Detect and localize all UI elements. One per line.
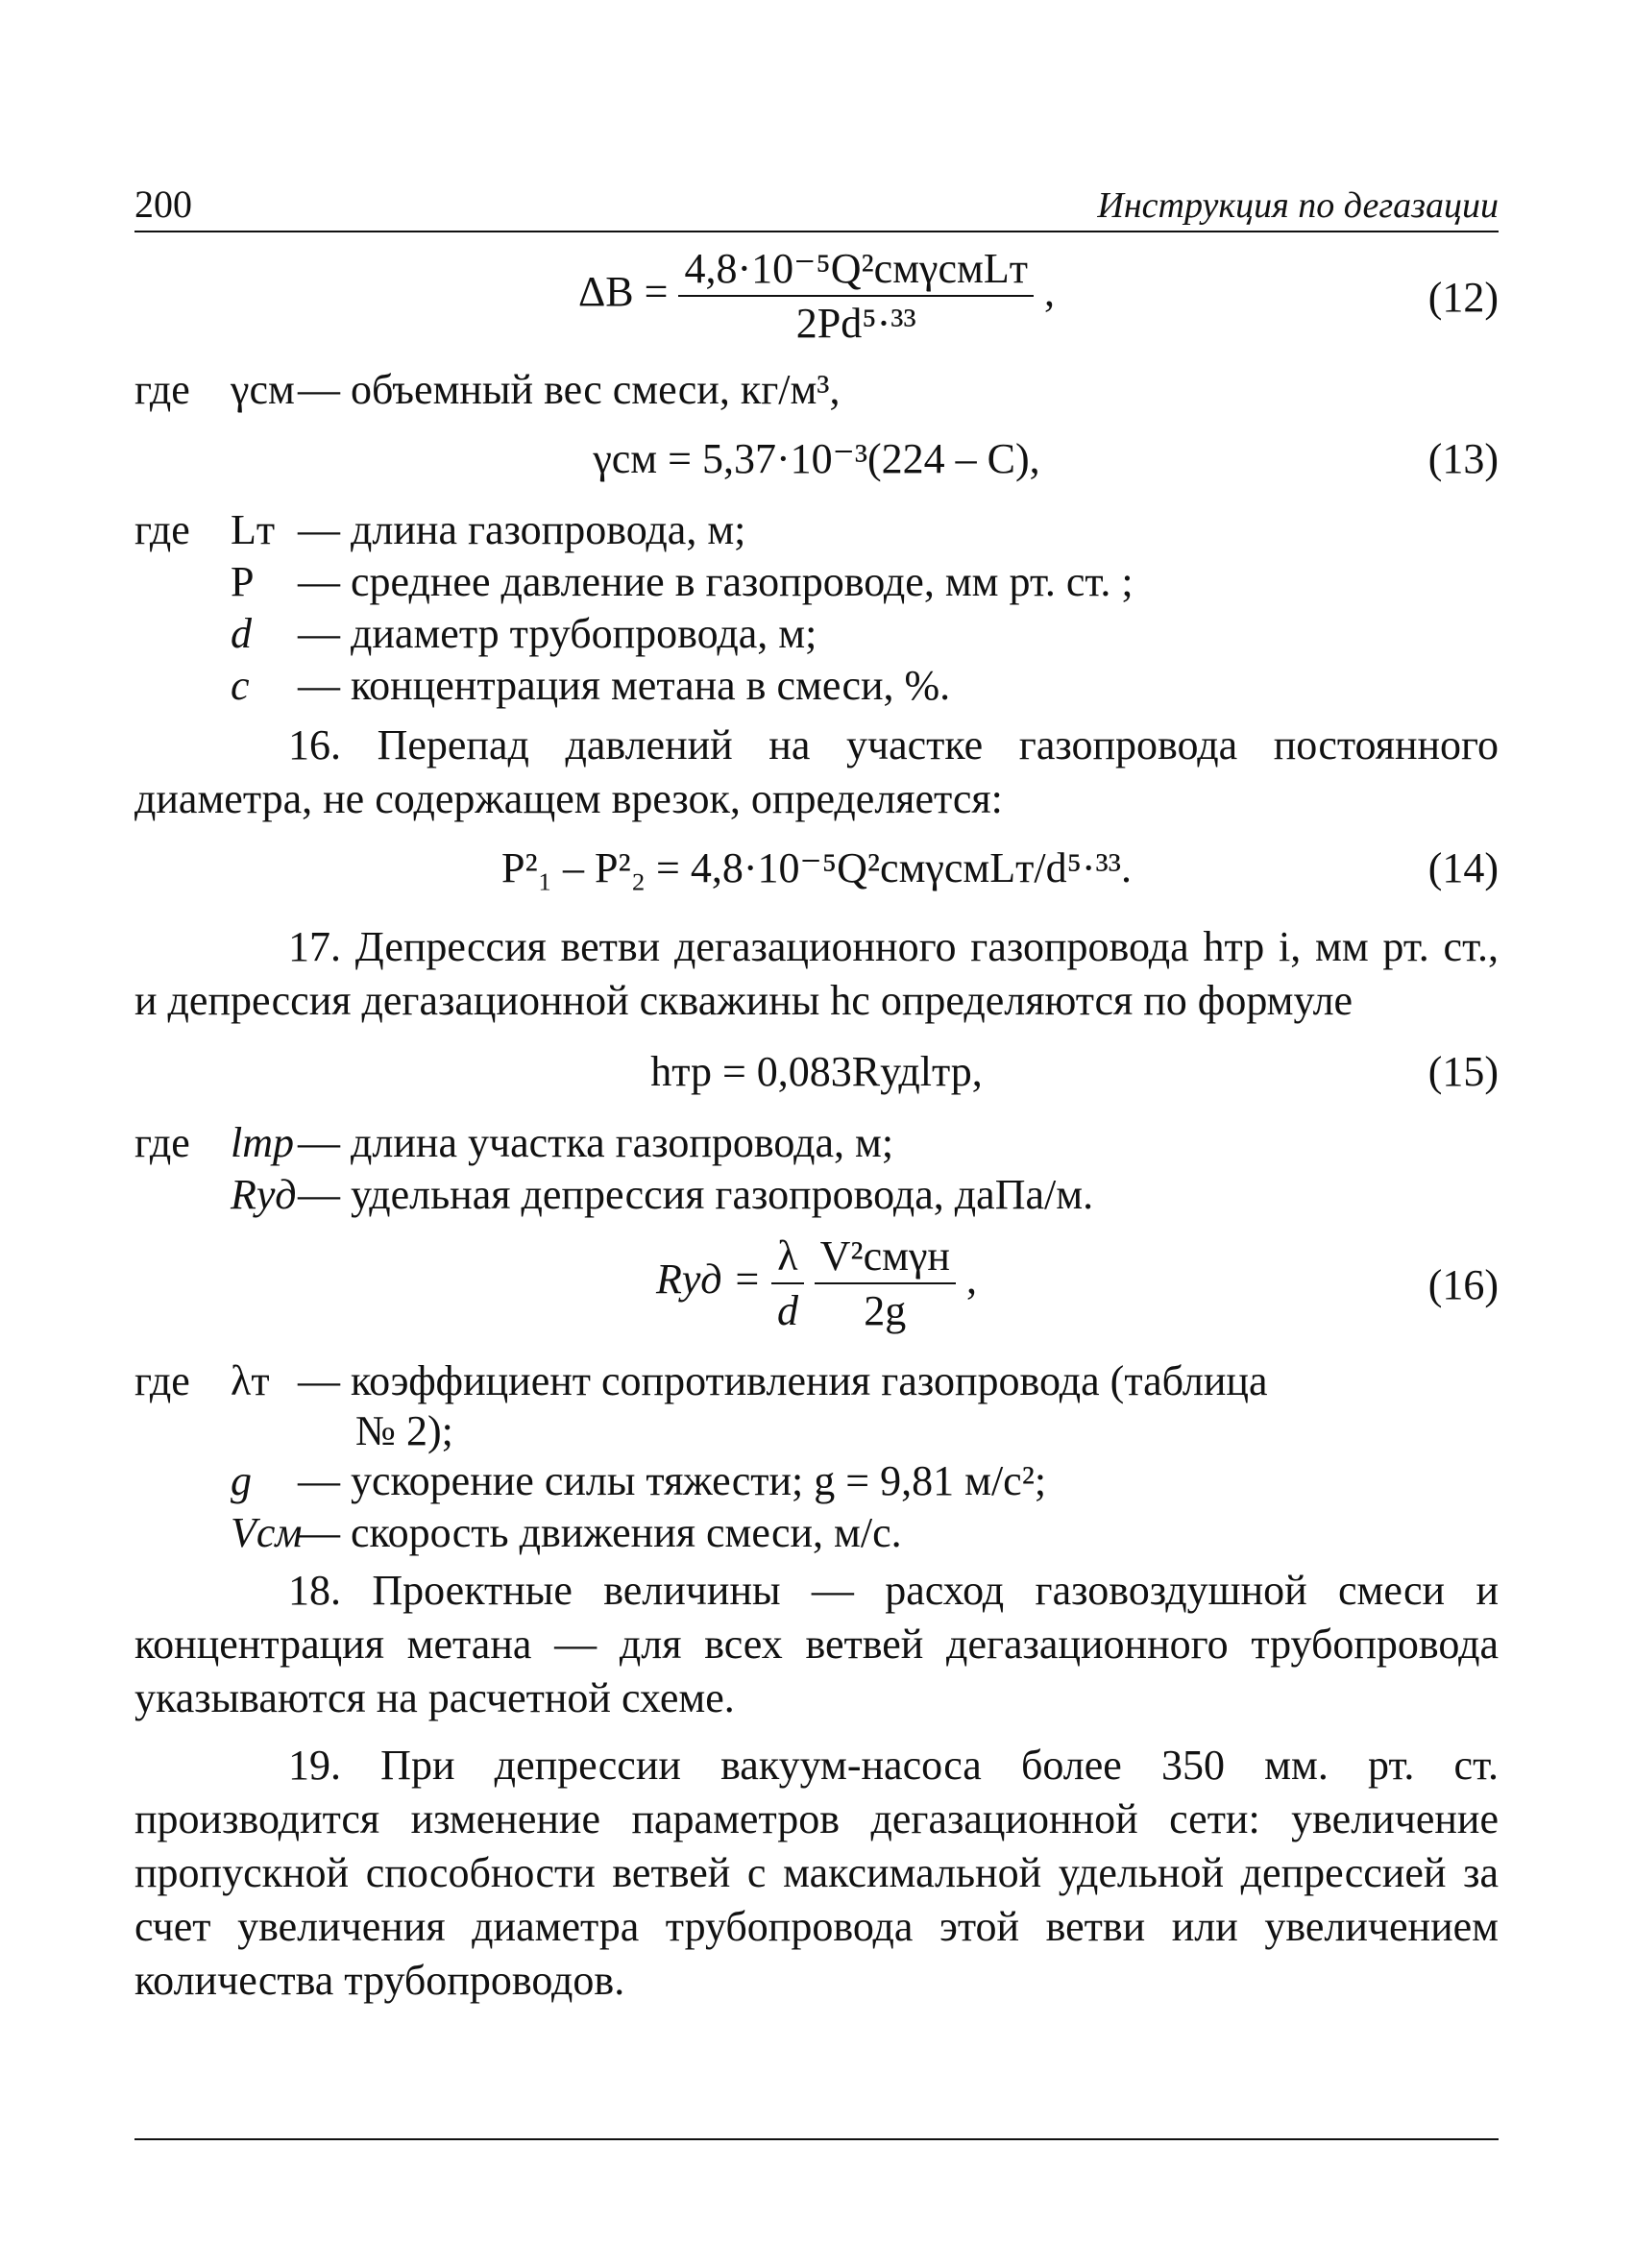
definition-symbol: λт — [231, 1357, 270, 1404]
formula-16-tail: , — [965, 1256, 977, 1304]
definition-item — [134, 1170, 1499, 1222]
paragraph-17: 17. Депрессия ветви дегазационного газопровода hтр i, мм рт. ст., и депрессия дегазационной скважины hс определяются по формуле — [134, 923, 1499, 1024]
formula-16-frac2-num: V²смγн — [815, 1232, 956, 1284]
formula-15-number: (15) — [1427, 1048, 1499, 1095]
formula-16-number: (16) — [1427, 1261, 1499, 1308]
running-title: Инструкция по дегазации — [1097, 185, 1499, 226]
definition-item — [134, 505, 1499, 557]
definition-item — [134, 609, 1499, 661]
formula-16-fraction-1 — [771, 1232, 803, 1335]
paragraph-19: 19. При депрессии вакуум-насоса более 350 мм. рт. ст. производится изменение параметров дегазационной сети: увеличение пропускной способности ветвей с максимальной удельной депрессией за счет увеличения диаметра трубопровода этой ветви или увеличением количества трубопроводов. — [134, 1742, 1499, 2004]
page-number: 200 — [134, 183, 192, 226]
paragraph-16: 16. Перепад давлений на участке газопровода постоянного диаметра, не содержащем врезок, определяется: — [134, 721, 1499, 822]
definition-text-continued: № 2); — [355, 1407, 453, 1454]
definition-text: — среднее давление в газопроводе, мм рт. ст. ; — [298, 558, 1134, 605]
definition-text: — длина газопровода, м; — [298, 506, 746, 553]
formula-13 — [134, 430, 1499, 505]
definition-symbol: g — [231, 1457, 252, 1504]
definition-symbol: Lт — [231, 506, 276, 553]
definition-list-16 — [134, 1456, 1499, 1560]
definition-symbol: c — [231, 662, 250, 709]
definition-text: — диаметр трубопровода, м; — [298, 610, 817, 657]
paragraph-18: 18. Проектные величины — расход газовоздушной смеси и концентрация метана — для всех ветвей дегазационного трубопровода указываются на расчетной схеме. — [134, 1567, 1499, 1721]
definition-item — [134, 557, 1499, 609]
definition-list-13 — [134, 505, 1499, 713]
definition-text: — ускорение силы тяжести; g = 9,81 м/с²; — [298, 1457, 1047, 1504]
definition-list-15 — [134, 1118, 1499, 1222]
definition-item — [134, 1508, 1499, 1560]
formula-12-lhs: ΔB = — [578, 268, 669, 316]
formula-15-expr: hтр = 0,083Rудlтр, — [650, 1048, 983, 1095]
definition-item — [134, 1118, 1499, 1170]
definition-text: — концентрация метана в смеси, %. — [298, 662, 951, 709]
formula-13-number: (13) — [1427, 435, 1499, 482]
formula-12 — [134, 238, 1499, 352]
definition-lead: где — [134, 366, 190, 413]
formula-12-fraction — [678, 244, 1033, 348]
formula-16-fraction-2 — [815, 1232, 956, 1335]
definition-lambda — [134, 1356, 1499, 1456]
definition-text: — длина участка газопровода, м; — [298, 1119, 894, 1166]
formula-12-tail: , — [1043, 268, 1055, 316]
document-page — [134, 173, 1499, 2008]
formula-16-frac1-den: d — [776, 1287, 798, 1334]
definition-lead: где — [134, 1119, 190, 1166]
definition-symbol: P — [231, 558, 255, 605]
definition-symbol: lтр — [231, 1119, 294, 1166]
definition-symbol: Vсм — [231, 1509, 303, 1556]
definition-text: — объемный вес смеси, кг/м³, — [298, 366, 841, 413]
formula-16-frac2-den: 2g — [864, 1287, 907, 1334]
formula-12-numerator: 4,8·10⁻⁵Q²смγсмLт — [678, 244, 1033, 297]
formula-14 — [134, 840, 1499, 915]
formula-14-number: (14) — [1427, 844, 1499, 891]
definition-lead: где — [134, 506, 190, 553]
definition-item — [134, 661, 1499, 713]
definition-lead: где — [134, 1357, 190, 1404]
definition-text: — коэффициент сопротивления газопровода (таблица — [298, 1357, 1268, 1404]
definition-symbol: Rуд — [231, 1171, 297, 1218]
definition-text: — скорость движения смеси, м/с. — [298, 1509, 902, 1556]
formula-15 — [134, 1043, 1499, 1118]
definition-symbol: d — [231, 610, 252, 657]
formula-16-lhs: Rуд = — [656, 1256, 762, 1304]
formula-12-number: (12) — [1427, 274, 1499, 321]
formula-13-expr: γсм = 5,37·10⁻³(224 – C), — [593, 435, 1040, 482]
formula-16 — [134, 1228, 1499, 1343]
formula-12-denominator: 2Pd⁵·³³ — [795, 300, 916, 347]
formula-16-frac1-num: λ — [771, 1232, 803, 1284]
formula-14-expr: P²₁ – P²₂ = 4,8·10⁻⁵Q²смγсмLт/d⁵·³³. — [501, 844, 1132, 891]
footer-rule — [134, 2138, 1499, 2140]
definition-symbol: γсм — [231, 366, 295, 413]
definition-item — [134, 1456, 1499, 1508]
definition-text: — удельная депрессия газопровода, даПа/м. — [298, 1171, 1094, 1218]
definition-gamma — [134, 365, 1499, 417]
page-header — [134, 173, 1499, 232]
